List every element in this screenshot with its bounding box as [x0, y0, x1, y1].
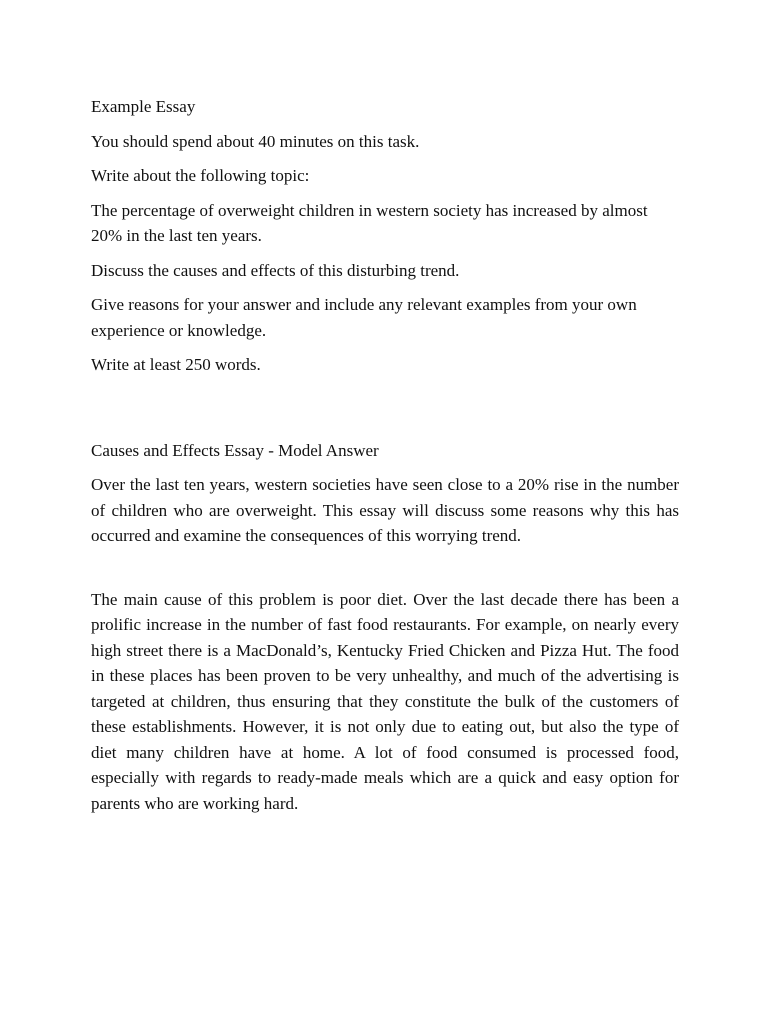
body-paragraph-1: The main cause of this problem is poor diet. Over the last decade there has been a prolific increase in the number of fast food restaurants. For example, on nearly every high street there is a MacDonald’s, Kentucky Fried Chicken and Pizza Hut. The food in these places has been proven to be very unhealthy, and much of the advertising is targeted at children, thus ensuring that they constitute the bulk of the customers of these establishments. However, it is not only due to eating out, but also the type of diet many children have at home. A lot of food consumed is processed food, especially with regards to ready-made meals which are a quick and easy option for parents who are working hard.	[91, 589, 679, 813]
discussion-prompt: Discuss the causes and effects of this disturbing trend.	[91, 260, 460, 280]
word-requirement: Write at least 250 words.	[91, 355, 261, 374]
section-spacer	[91, 378, 679, 438]
time-instruction: You should spend about 40 minutes on this task.	[91, 131, 420, 151]
intro-paragraph: Over the last ten years, western societies have seen close to a 20% rise in the number of children who are overweight. This essay will discuss some reasons why this has occurred and examine the consequences of this worrying trend.	[91, 475, 679, 545]
reasons-prompt: Give reasons for your answer and include any relevant examples from your own experience or knowledge.	[91, 295, 637, 340]
topic-intro: Write about the following topic:	[91, 166, 310, 185]
document-page	[91, 94, 679, 816]
model-answer-heading: Causes and Effects Essay - Model Answer	[91, 440, 379, 460]
paragraph-spacer	[91, 549, 679, 587]
document-title: Example Essay	[91, 97, 196, 116]
topic-statement: The percentage of overweight children in western society has increased by almost 20% in the last ten years.	[91, 200, 648, 245]
